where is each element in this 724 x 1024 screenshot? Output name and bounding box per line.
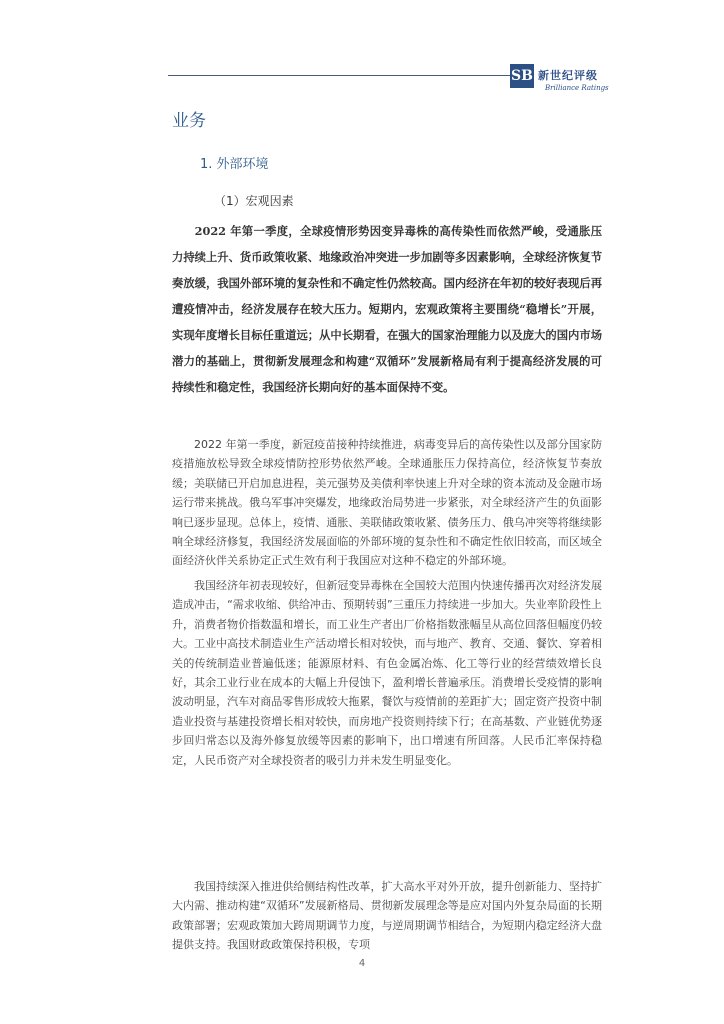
body-paragraph: 2022 年第一季度，新冠疫苗接种持续推进，病毒变异后的高传染性以及部分国家防疫措施放松导致全球疫情防控形势依然严峻。全球通胀压力保持高位，经济恢复节奏放缓；美联储已开启加息进程，美元强势及美债利率快速上升对全球的资本流动及金融市场运行带来挑战。俄乌军事冲突爆发，地缘政治局势进一步紧张，对全球经济产生的负面影响已逐步显现。总体上，疫情、通胀、美联储政策收紧、债务压力、俄乌冲突等将继续影响全球经济修复，我国经济发展面临的外部环境的复杂性和不确定性依旧较高，而区域全面经济伙伴关系协定正式生效有利于我国应对这种不稳定的外部环境。	[172, 438, 602, 568]
brand-name-en: Brilliance Ratings	[545, 84, 609, 92]
section-title: 业务	[172, 111, 206, 131]
body-paragraph: 我国经济年初表现较好，但新冠变异毒株在全国较大范围内快速传播再次对经济发展造成冲击，“需求收缩、供给冲击、预期转弱”三重压力持续进一步加大。失业率阶段性上升，消费者物价指数温和增长，而工业生产者出厂价格指数涨幅呈从高位回落但幅度仍较大。工业中高技术制造业生产活动增长相对较快，而与地产、教育、交通、餐饮、穿着相关的传统制造业普遍低迷；能源原材料、有色金属冶炼、化工等行业的经营绩效增长良好，其余工业行业在成本的大幅上升侵蚀下，盈利增长普遍承压。消费增长受疫情的影响波动明显，汽车对商品零售形成较大拖累，餐饮与疫情前的差距扩大；固定资产投资中制造业投资与基建投资增长相对较快，而房地产投资则持续下行；在高基数、产业链优势逐步回归常态以及海外修复放缓等因素的影响下，出口增速有所回落。人民币汇率保持稳定，人民币资产对全球投资者的吸引力并未发生明显变化。	[172, 579, 602, 767]
header-rule	[168, 75, 511, 76]
brand-logo-icon: SB	[510, 64, 534, 88]
body-paragraph: 我国持续深入推进供给侧结构性改革，扩大高水平对外开放，提升创新能力、坚持扩大内需、推动构建“双循环”发展新格局、贯彻新发展理念等是应对国内外复杂局面的长期政策部署；宏观政策加大跨周期调节力度，与逆周期调节相结合，为短期内稳定经济大盘提供支持。我国财政政策保持积极，专项	[172, 880, 602, 952]
subsection-title: 1. 外部环境	[200, 157, 269, 172]
subsubsection-title: （1）宏观因素	[214, 194, 294, 208]
summary-paragraph: 2022 年第一季度，全球疫情形势因变异毒株的高传染性而依然严峻，受通胀压力持续上升、货币政策收紧、地缘政治冲突进一步加剧等多因素影响，全球经济恢复节奏放缓，我国外部环境的复杂性和不确定性仍然较高。国内经济在年初的较好表现后再遭疫情冲击，经济发展存在较大压力。短期内，宏观政策将主要围绕“稳增长”开展，实现年度增长目标任重道远；从中长期看，在强大的国家治理能力以及庞大的国内市场潜力的基础上，贯彻新发展理念和构建“双循环”发展新格局有利于提高经济发展的可持续性和稳定性，我国经济长期向好的基本面保持不变。	[172, 224, 602, 394]
page-number: 4	[358, 958, 366, 969]
brand-name-cn: 新世纪评级	[538, 69, 598, 82]
